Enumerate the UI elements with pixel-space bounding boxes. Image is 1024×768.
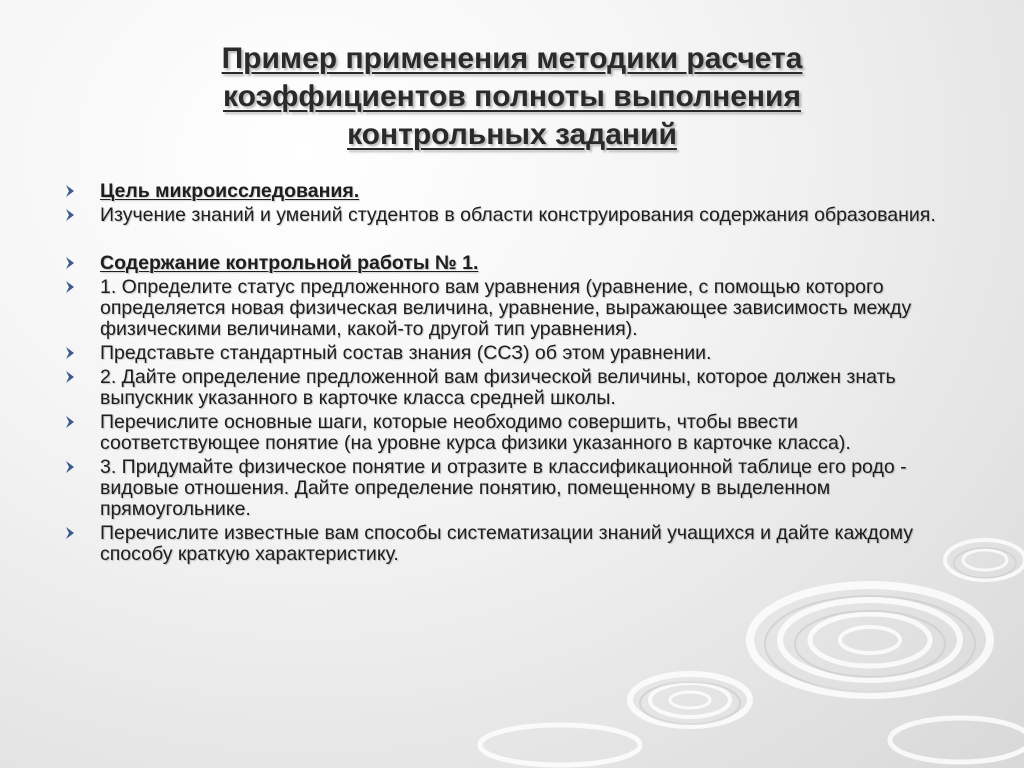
list-item-goal: [60, 205, 960, 226]
list-item-text: Представьте стандартный состав знания (ССЗ) об этом уравнении.: [100, 342, 712, 364]
list-item-task-1b: [60, 343, 960, 364]
slide-title: Пример применения методики расчета коэффициентов полноты выполнения контрольных заданий: [221, 42, 803, 151]
list-item-work-heading: [60, 253, 960, 274]
chevron-arrow-icon: [63, 415, 77, 429]
chevron-arrow-icon: [63, 208, 77, 222]
chevron-arrow-icon: [63, 346, 77, 360]
list-item-text: Изучение знаний и умений студентов в области конструирования содержания образования.: [100, 204, 936, 226]
list-item-goal-heading: [60, 181, 960, 202]
list-item-text: Перечислите известные вам способы систематизации знаний учащихся и дайте каждому способу краткую характеристику.: [100, 522, 913, 565]
list-item-text: 3. Придумайте физическое понятие и отразите в классификационной таблице его родо - видовые отношения. Дайте определение понятию, помещенному в выделенном прямоугольнике.: [100, 456, 907, 520]
list-item-text: 2. Дайте определение предложенной вам физической величины, которое должен знать выпускник указанного в карточке класса средней школы.: [100, 366, 896, 409]
list-item-text: Содержание контрольной работы № 1.: [100, 252, 479, 274]
list-item-task-2: [60, 367, 960, 409]
list-item-task-3b: [60, 523, 960, 565]
chevron-arrow-icon: [63, 370, 77, 384]
list-item-text: Перечислите основные шаги, которые необходимо совершить, чтобы ввести соответствующее понятие (на уровне курса физики указанного в карточке класса).: [100, 411, 851, 454]
chevron-arrow-icon: [63, 184, 77, 198]
bullet-list: [60, 181, 960, 568]
chevron-arrow-icon: [63, 256, 77, 270]
list-item-text: Цель микроисследования.: [100, 180, 360, 202]
chevron-arrow-icon: [63, 526, 77, 540]
list-item-task-1: [60, 277, 960, 340]
chevron-arrow-icon: [63, 460, 77, 474]
list-item-task-2b: [60, 412, 960, 454]
list-item-text: 1. Определите статус предложенного вам уравнения (уравнение, с помощью которого определяется новая физическая величина, уравнение, выражающее зависимость между физическими величинами, какой-то другой тип уравнения).: [100, 276, 912, 340]
chevron-arrow-icon: [63, 280, 77, 294]
list-item-task-3: [60, 457, 960, 520]
